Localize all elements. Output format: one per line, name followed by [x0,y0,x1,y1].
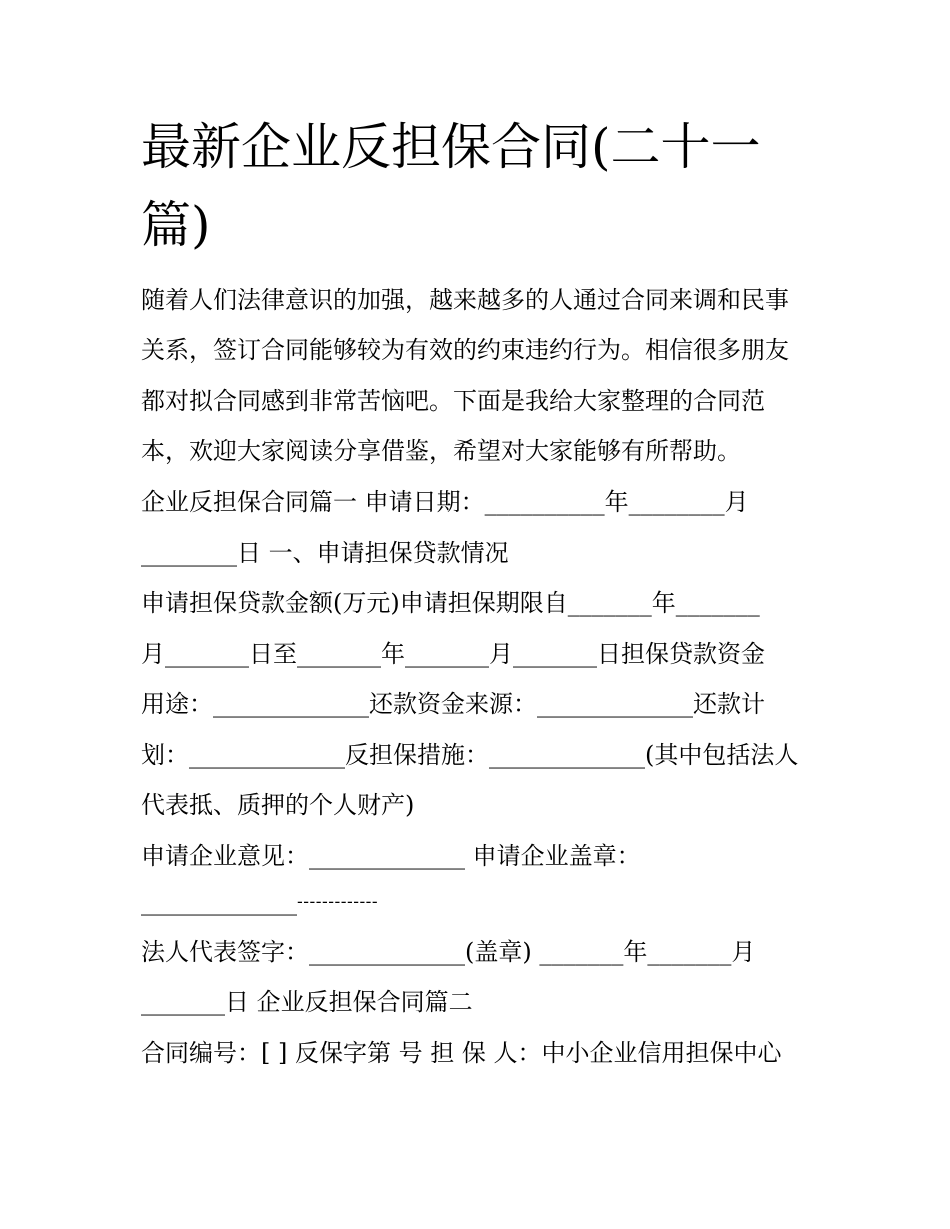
paragraph-line: 都对拟合同感到非常苦恼吧。下面是我给大家整理的合同范 [141,387,765,415]
paragraph-line: 用途：_____________还款资金来源：_____________还款计 [141,690,765,718]
blank-underline: _____________ [141,888,297,916]
paragraph-line: 合同编号：[ ] 反保字第 号 担 保 人：中小企业信用担保中心 [141,1039,782,1067]
paragraph-line: 申请企业意见：_____________ 申请企业盖章： [141,842,641,870]
paragraph-line: ________日 一、申请担保贷款情况 [141,539,509,567]
paragraph-line: 申请担保贷款金额(万元)申请担保期限自_______年_______ [141,589,760,617]
document-title-line-1: 最新企业反担保合同(二十一 [141,118,761,176]
document-title-line-2: 篇) [141,196,211,254]
dash-separator: ------------- [297,892,379,912]
paragraph-line: 代表抵、质押的个人财产) [141,791,415,819]
paragraph-line: 企业反担保合同篇一 申请日期：__________年________月 [141,488,749,516]
paragraph-line: 随着人们法律意识的加强，越来越多的人通过合同来调和民事 [141,286,789,314]
paragraph-line: 本，欢迎大家阅读分享借鉴，希望对大家能够有所帮助。 [141,437,741,465]
paragraph-line: 关系，签订合同能够较为有效的约束违约行为。相信很多朋友 [141,336,789,364]
paragraph-line: 月_______日至_______年_______月_______日担保贷款资金 [141,640,765,668]
signature-blank-line [141,887,821,917]
paragraph-line: _______日 企业反担保合同篇二 [141,988,473,1016]
paragraph-line: 划：_____________反担保措施：_____________(其中包括法人 [141,741,799,769]
paragraph-line: 法人代表签字：_____________(盖章) _______年_______月 [141,938,756,966]
